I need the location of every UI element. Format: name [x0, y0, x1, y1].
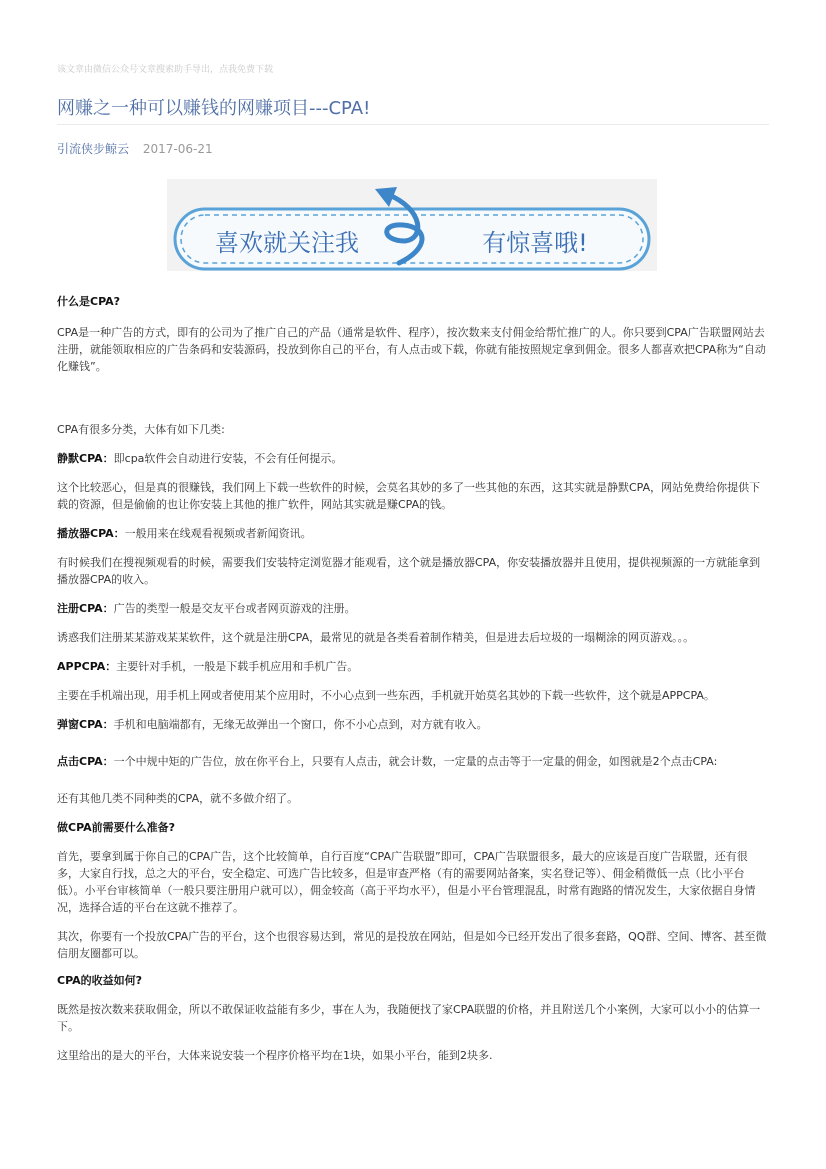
register-cpa-text: 广告的类型一般是交友平台或者网页游戏的注册。: [113, 602, 356, 615]
app-cpa-label: APPCPA：: [57, 660, 117, 673]
article-meta: [57, 140, 213, 157]
article-content: [57, 293, 769, 1064]
paragraph-prep-first: 首先，要拿到属于你自己的CPA广告，这个比较简单，自行百度“CPA广告联盟”即可，CPA广告联盟很多，最大的应该是百度广告联盟，还有很多，大家自行找，总之大的平台，安全稳定、可选广告比较多，但是审查严格（有的需要网站备案，实名登记等）、佣金稍微低一点（比小平台低）。小平台审核简单（一般只要注册用户就可以），佣金较高（高于平均水平），但是小平台管理混乱，时常有跑路的情况发生，大家依据自身情况，选择合适的平台在这就不推荐了。: [57, 850, 756, 914]
player-cpa-label: 播放器CPA：: [57, 527, 125, 540]
player-cpa-desc: 有时候我们在搜视频观看的时候，需要我们安装特定浏览器才能观看，这个就是播放器CPA，你安装播放器并且使用，提供视频源的一方就能拿到播放器CPA的收入。: [57, 556, 761, 586]
popup-cpa-text: 手机和电脑端都有，无缘无故弹出一个窗口，你不小心点到，对方就有收入。: [113, 718, 488, 731]
paragraph-income-first: 既然是按次数来获取佣金，所以不敢保证收益能有多少，事在人为，我随便找了家CPA联盟的价格，并且附送几个小案例，大家可以小小的估算一下。: [57, 1003, 761, 1033]
popup-cpa-line: [57, 716, 769, 733]
click-cpa-line: [57, 753, 769, 770]
heading-income: CPA的收益如何?: [57, 974, 143, 987]
register-cpa-line: [57, 600, 769, 617]
banner-left-text: 喜欢就关注我: [215, 229, 359, 257]
article-title: 网赚之一种可以赚钱的网赚项目---CPA!: [57, 98, 371, 119]
title-divider: [57, 124, 769, 125]
click-cpa-text: 一个中规中矩的广告位，放在你平台上，只要有人点击，就会计数，一定量的点击等于一定量的佣金，如图就是2个点击CPA:: [113, 755, 718, 768]
paragraph-income-second: 这里给出的是大的平台，大体来说安装一个程序价格平均在1块，如果小平台，能到2块多.: [57, 1049, 493, 1062]
silent-cpa-text: 即cpa软件会自动进行安装，不会有任何提示。: [113, 452, 343, 465]
register-cpa-desc: 诱惑我们注册某某游戏某某软件，这个就是注册CPA，最常见的就是各类看着制作精美，但是进去后垃圾的一塌糊涂的网页游戏。。。: [57, 631, 695, 644]
app-cpa-desc: 主要在手机端出现，用手机上网或者使用某个应用时，不小心点到一些东西，手机就开始莫名其妙的下载一些软件，这个就是APPCPA。: [57, 689, 715, 702]
banner-right-text: 有惊喜哦!: [482, 229, 588, 257]
silent-cpa-desc: 这个比较恶心，但是真的很赚钱，我们网上下载一些软件的时候，会莫名其妙的多了一些其他的东西，这其实就是静默CPA，网站免费给你提供下载的资源，但是偷偷的也让你安装上其他的推广软件，网站其实就是赚CPA的钱。: [57, 481, 761, 511]
heading-what-is-cpa: 什么是CPA?: [57, 295, 121, 308]
silent-cpa-label: 静默CPA：: [57, 452, 114, 465]
publish-date: 2017-06-21: [142, 142, 213, 156]
silent-cpa-line: [57, 450, 769, 467]
player-cpa-text: 一般用来在线观看视频或者新闻资讯。: [124, 527, 312, 540]
click-cpa-label: 点击CPA：: [57, 755, 114, 768]
author-link[interactable]: 引流侠步鲸云: [57, 142, 130, 156]
app-cpa-line: [57, 658, 769, 675]
popup-cpa-label: 弹窗CPA：: [57, 718, 114, 731]
export-notice-link[interactable]: 该文章由微信公众号文章搜索助手导出，点我免费下载: [57, 65, 274, 75]
register-cpa-label: 注册CPA：: [57, 602, 114, 615]
app-cpa-text: 主要针对手机，一般是下载手机应用和手机广告。: [116, 660, 359, 673]
paragraph-other: 还有其他几类不同种类的CPA，就不多做介绍了。: [57, 792, 299, 805]
heading-preparation: 做CPA前需要什么准备?: [57, 821, 176, 834]
follow-banner-graphic: [167, 179, 657, 271]
paragraph-prep-second: 其次，你要有一个投放CPA广告的平台，这个也很容易达到，常见的是投放在网站，但是如今已经开发出了很多套路，QQ群、空间、博客、甚至微信朋友圈都可以。: [57, 930, 767, 960]
follow-banner: [167, 179, 657, 271]
paragraph-intro: CPA是一种广告的方式，即有的公司为了推广自己的产品（通常是软件、程序），按次数来支付佣金给帮忙推广的人。你只要到CPA广告联盟网站去注册，就能领取相应的广告条码和安装源码，投放到你自己的平台，有人点击或下载，你就有能按照规定拿到佣金。很多人都喜欢把CPA称为“自动化赚钱”。: [57, 326, 766, 373]
paragraph-types: CPA有很多分类，大体有如下几类:: [57, 423, 225, 436]
player-cpa-line: [57, 525, 769, 542]
